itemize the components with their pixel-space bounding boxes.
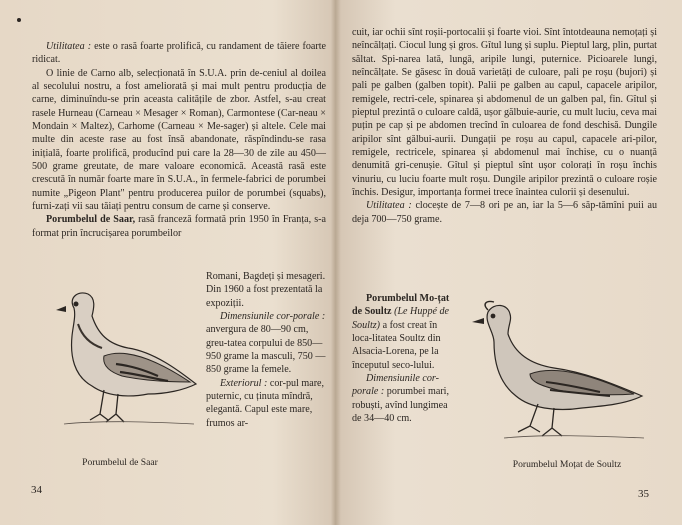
saar-origin-text: Romani, Bagdeți și mesageri. Din 1960 a fost prezentată la expoziții. <box>206 271 326 309</box>
soultz-dimensions-paragraph <box>352 372 454 425</box>
right-utility-text: clocește de 7—8 ori pe an, iar la 5—6 săp-tămîni puii au deja 700—750 grame. <box>352 200 657 225</box>
saar-exterior-label: Exteriorul : <box>220 377 268 389</box>
saar-dimensions-paragraph <box>206 310 326 377</box>
left-utility-label: Utilitatea : <box>46 41 92 52</box>
left-saar-paragraph <box>32 213 326 240</box>
saar-caption: Porumbelul de Saar <box>82 457 158 468</box>
saar-exterior-text: cor-pul mare, puternic, cu ținuta mîndră, elegantă. Capul este mare, frumos ar- <box>206 377 325 429</box>
saar-dimensions-label: Dimensiunile cor-porale : <box>220 311 326 323</box>
right-page <box>342 0 682 525</box>
saar-intro-text: rasă franceză formată prin 1950 în Franța, s-a format prin încrucișarea porumbeilor <box>32 214 326 239</box>
soultz-origin-text: a fost creat în loca-litatea Soultz din Alsacia-Lorena, pe la începutul seco-lului. <box>352 319 441 371</box>
right-description-paragraph: cuit, iar ochii sînt roșii-portocalii și foarte vioi. Sînt întotdeauna nemoțați și neîncălțați. Ciocul lung și gros. Gîtul lung și suplu. Pieptul larg, plin, purtat săltat. Spi-narea lată, lungă, aripile lungi, puternice. Picioarele lungi, neîncălțate. Se găsesc în două varietăți de culoare, pali pe roșu (bujori) și pali pe galben (galben topit). Palii pe galben au capul, capacele aripilor, remigele, rectri-cele, spinarea și abdomenul de un galben pal, fin. Gîtul și pieptul prezintă o culoare caldă, ușor gălbuie-aurie, cu mult luciu, ceva mai puțin pe cap și pe abdomen trecînd în culoarea de fond deschisă. Dungile aripilor sînt gălbui-aurii. Dungații pe roșu au capul, capacele ari-pilor, remigele, rectricele, spinarea și abdomenul mai închise, cu o nuanță denumită gri-cenușie. Gîtul și pieptul sînt ușor colorați în roșu închis vinuriu, cu luciu foarte mult roșu. Dungile aripilor prezintă o culoare roșie închis. Desigur, importanța formei trece înaintea culorii și desenului. <box>352 27 657 199</box>
saar-heading: Porumbelul de Saar, <box>46 214 136 226</box>
page-mark <box>17 18 21 22</box>
left-utility-text: este o rasă foarte prolifică, cu randament de tăiere foarte ridicat. <box>32 41 326 66</box>
right-page-number: 35 <box>638 488 649 500</box>
left-page <box>0 0 336 525</box>
right-utility-paragraph <box>352 199 657 226</box>
right-page-text-top <box>352 26 657 226</box>
left-page-text-top <box>32 40 326 240</box>
soultz-paragraph <box>352 292 454 372</box>
soultz-pigeon-illustration <box>464 300 654 450</box>
soultz-dimensions-label: Dimensiunile cor-porale : <box>352 373 439 398</box>
saar-dimensions-text: anvergura de 80—90 cm, greu-tatea corpului de 850—950 grame la masculi, 750 — 850 grame la femele. <box>206 324 326 376</box>
right-column-text <box>352 292 454 425</box>
left-column-text <box>206 270 326 430</box>
soultz-alt-name: (Le Huppé de Soultz) <box>352 306 450 331</box>
saar-pigeon-illustration <box>44 286 204 436</box>
left-utility-paragraph <box>32 40 326 67</box>
soultz-dimensions-text: porumbei mari, robuști, avînd lungimea de 34—40 cm. <box>352 386 450 425</box>
soultz-caption: Porumbelul Moțat de Soultz <box>512 459 622 470</box>
left-carno-paragraph: O linie de Carno alb, selecționată în S.U.A. prin de-ceniul al doilea al secolului nostru, a fost ameliorată și mai mult pentru producția de carne, diminuîndu-se prin aceasta calitățile de zbor. Astfel, s-au creat rasele Hurneau (Carneau × Mesager × Roman), Carmontese (Car-neau × Mondain × Maltez), Carhome (Carneau × Me-sager) și altele. Cele mai multe din aceste rase au fost însă abandonate, răspîndindu-se rasa inițială, foarte prolifică, producînd pui care la 28—30 de zile au 450—500 grame greutate, de mare valoare economică. Această rasă este crescută în număr foarte mare în S.U.A., în fermele-fabrici de porumbei numite „Pigeon Plant" pentru producerea puilor de porumbei (squabs), furni-zați vii sau tăiați pentru consum de carne și conserve. <box>32 67 326 213</box>
saar-exterior-paragraph <box>206 377 326 430</box>
left-page-number: 34 <box>31 484 42 496</box>
soultz-heading: Porumbelul Mo-țat de Soultz <box>352 293 450 318</box>
right-utility-label: Utilitatea : <box>366 200 412 212</box>
